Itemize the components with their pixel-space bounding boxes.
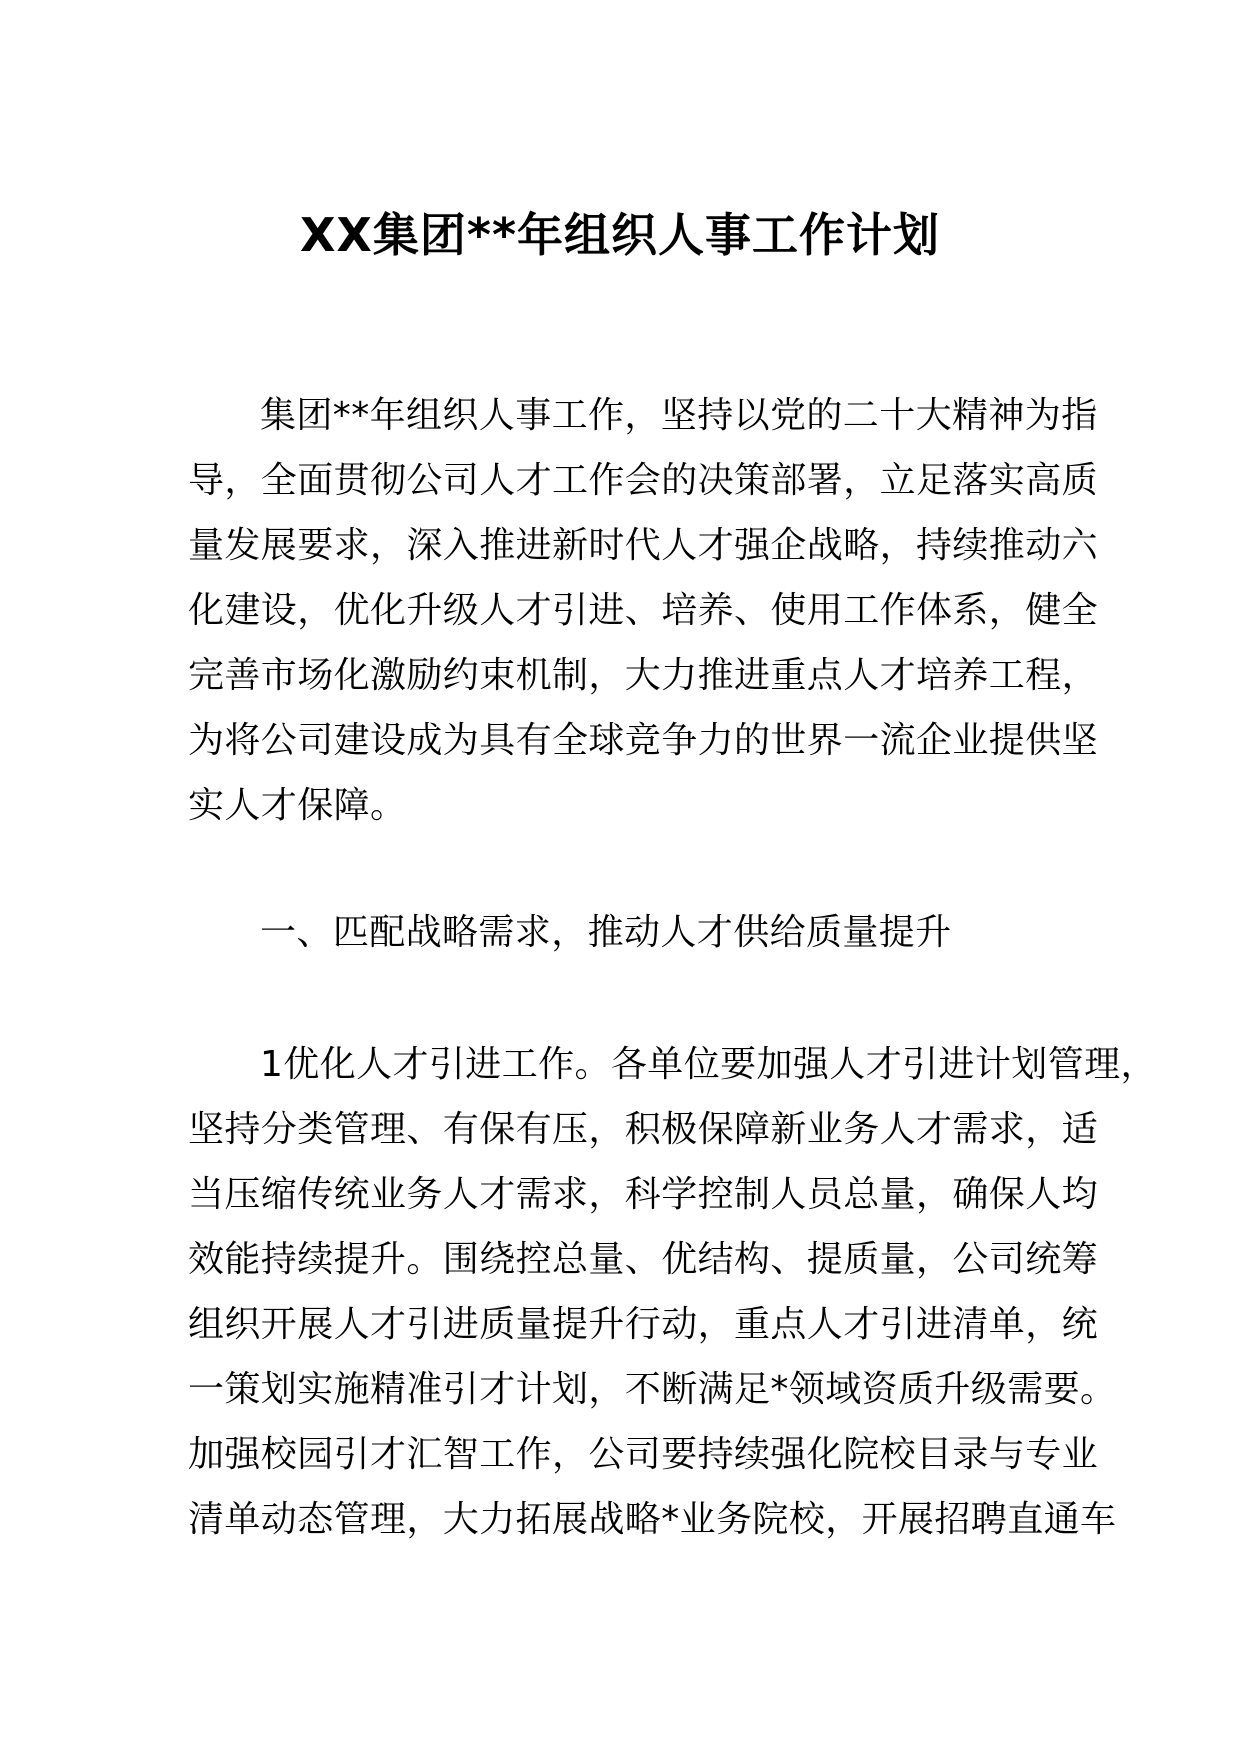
paragraph-line: 清单动态管理，大力拓展战略*业务院校，开展招聘直通车 (188, 1499, 1117, 1540)
section-heading (188, 900, 1088, 965)
paragraph-line: 完善市场化激励约束机制，大力推进重点人才培养工程， (188, 655, 1099, 696)
paragraph-line: 导，全面贯彻公司人才工作会的决策部署，立足落实高质 (188, 460, 1099, 501)
paragraph-line: 一策划实施精准引才计划，不断满足*领域资质升级需要。 (188, 1369, 1117, 1410)
paragraph-line: 当压缩传统业务人才需求，科学控制人员总量，确保人均 (188, 1174, 1099, 1215)
paragraph-line: 坚持分类管理、有保有压，积极保障新业务人才需求，适 (188, 1109, 1099, 1150)
paragraph-line: 组织开展人才引进质量提升行动，重点人才引进清单，统 (188, 1304, 1099, 1345)
paragraph-line: 为将公司建设成为具有全球竞争力的世界一流企业提供坚 (188, 720, 1099, 761)
section-heading-text: 一、匹配战略需求，推动人才供给质量提升 (260, 912, 952, 953)
paragraph-line: 量发展要求，深入推进新时代人才强企战略，持续推动六 (188, 525, 1099, 566)
document-title: XX集团**年组织人事工作计划 (299, 208, 941, 262)
paragraph-line: 化建设，优化升级人才引进、培养、使用工作体系，健全 (188, 590, 1099, 631)
paragraph-line: 集团**年组织人事工作，坚持以党的二十大精神为指 (260, 395, 1098, 436)
paragraph-line: 1优化人才引进工作。各单位要加强人才引进计划管理， (260, 1044, 1157, 1085)
paragraph-line: 效能持续提升。围绕控总量、优结构、提质量，公司统筹 (188, 1239, 1099, 1280)
paragraph-line: 实人才保障。 (188, 785, 407, 826)
intro-paragraph (188, 383, 1099, 838)
section1-paragraph (188, 1032, 1157, 1552)
paragraph-line: 加强校园引才汇智工作，公司要持续强化院校目录与专业 (188, 1434, 1099, 1475)
